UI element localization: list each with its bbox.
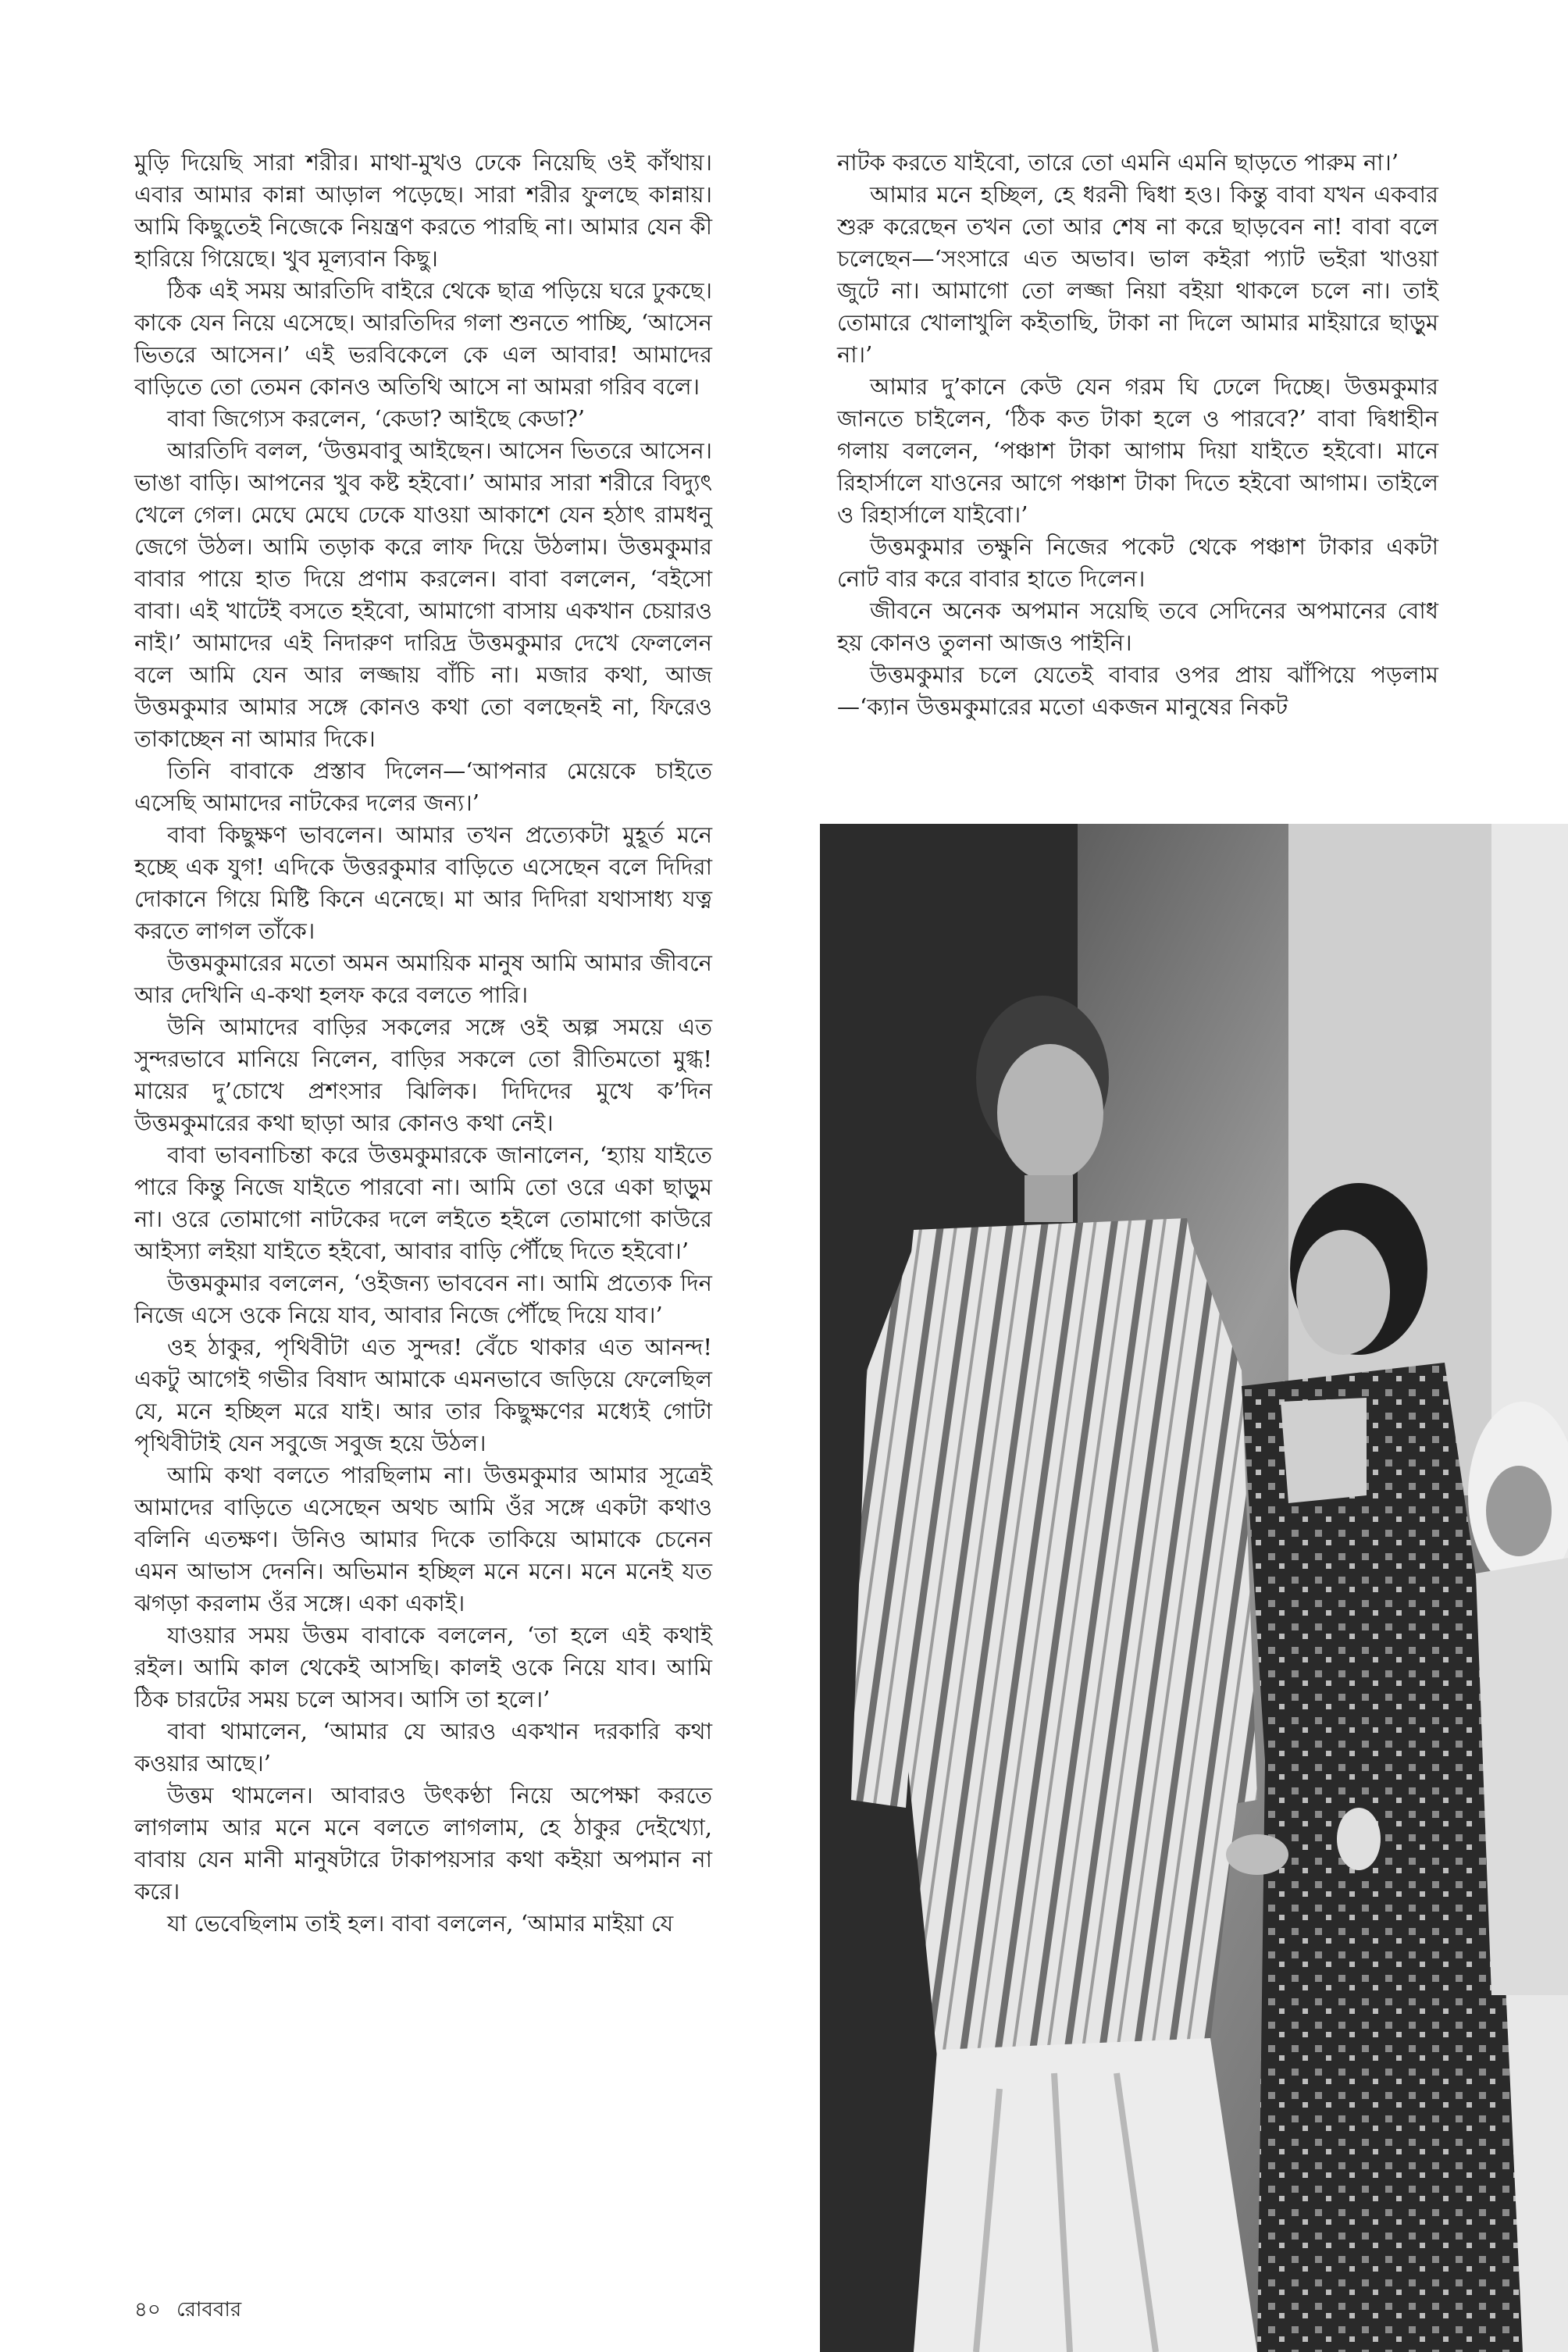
right-text-column: [837, 147, 1438, 723]
paragraph: আমার দু’কানে কেউ যেন গরম ঘি ঢেলে দিচ্ছে। উত্তমকুমার জানতে চাইলেন, ‘ঠিক কত টাকা হলে ও পারবে?’ বাবা দ্বিধাহীন গলায় বললেন, ‘পঞ্চাশ টাকা আগাম দিয়া যাইতে হইবো। মানে রিহার্সালে যাওনের আগে পঞ্চাশ টাকা দিতে হইবো আগাম। তাইলে ও রিহার্সালে যাইবো।’: [837, 373, 1438, 528]
man-neck: [1025, 1175, 1073, 1222]
man-dhoti: [914, 2038, 1257, 2352]
paragraph: উত্তমকুমার চলে যেতেই বাবার ওপর প্রায় ঝাঁপিয়ে পড়লাম—‘ক্যান উত্তমকুমারের মতো একজন মানুষের নিকট: [837, 661, 1438, 720]
left-text-column: [134, 147, 712, 1940]
elderly-woman-cloth: [1476, 1558, 1568, 1995]
paragraph: বাবা থামালেন, ‘আমার যে আরও একখান দরকারি কথা কওয়ার আছে।’: [134, 1718, 712, 1776]
photo-illustration: [820, 824, 1568, 2352]
film-still-photograph: [820, 824, 1568, 2352]
paragraph: মুড়ি দিয়েছি সারা শরীর। মাথা-মুখও ঢেকে নিয়েছি ওই কাঁথায়। এবার আমার কান্না আড়াল পড়েছে। সারা শরীর ফুলছে কান্নায়। আমি কিছুতেই নিজেকে নিয়ন্ত্রণ করতে পারছি না। আমার যেন কী হারিয়ে গিয়েছে। খুব মূল্যবান কিছু।: [134, 149, 712, 272]
paragraph: যাওয়ার সময় উত্তম বাবাকে বললেন, ‘তা হলে এই কথাই রইল। আমি কাল থেকেই আসছি। কালই ওকে নিয়ে যাব। আমি ঠিক চারটের সময় চলে আসব। আসি তা হলে।’: [134, 1622, 712, 1712]
paragraph: উত্তমকুমার তক্ষুনি নিজের পকেট থেকে পঞ্চাশ টাকার একটা নোট বার করে বাবার হাতে দিলেন।: [837, 533, 1438, 592]
woman-bangles: [1337, 1808, 1381, 1870]
paragraph: ওহ ঠাকুর, পৃথিবীটা এত সুন্দর! বেঁচে থাকার এত আনন্দ! একটু আগেই গভীর বিষাদ আমাকে এমনভাবে জড়িয়ে ফেলেছিল যে, মনে হচ্ছিল মরে যাই। আর তার কিছুক্ষণের মধ্যেই গোটা পৃথিবীটাই যেন সবুজে সবুজ হয়ে উঠল।: [134, 1334, 712, 1456]
woman-hand: [1226, 1834, 1288, 1875]
paragraph: আমার মনে হচ্ছিল, হে ধরনী দ্বিধা হও। কিন্তু বাবা যখন একবার শুরু করেছেন তখন তো আর শেষ না করে ছাড়বেন না! বাবা বলে চলেছেন—‘সংসারে এত অভাব। ভাল কইরা প্যাট ভইরা খাওয়া জুটে না। আমাগো তো লজ্জা নিয়া বইয়া থাকলে চলে না। তাই তোমারে খোলাখুলি কইতাছি, টাকা না দিলে আমার মাইয়ারে ছাড়ুম না।’: [837, 181, 1438, 368]
elderly-woman-face: [1486, 1466, 1552, 1556]
paragraph: ঠিক এই সময় আরতিদি বাইরে থেকে ছাত্র পড়িয়ে ঘরে ঢুকছে। কাকে যেন নিয়ে এসেছে। আরতিদির গলা শুনতে পাচ্ছি, ‘আসেন ভিতরে আসেন।’ এই ভরবিকেলে কে এল আবার! আমাদের বাড়িতে তো তেমন কোনও অতিথি আসে না আমরা গরিব বলে।: [134, 277, 712, 400]
paragraph: জীবনে অনেক অপমান সয়েছি তবে সেদিনের অপমানের বোধ হয় কোনও তুলনা আজও পাইনি।: [837, 597, 1438, 656]
man-face: [997, 1044, 1103, 1181]
paragraph: উত্তমকুমার বললেন, ‘ওইজন্য ভাববেন না। আমি প্রত্যেক দিন নিজে এসে ওকে নিয়ে যাব, আবার নিজে পৌঁছে দিয়ে যাব।’: [134, 1270, 712, 1328]
paragraph: উনি আমাদের বাড়ির সকলের সঙ্গে ওই অল্প সময়ে এত সুন্দরভাবে মানিয়ে নিলেন, বাড়ির সকলে তো রীতিমতো মুগ্ধ! মায়ের দু’চোখে প্রশংসার ঝিলিক। দিদিদের মুখে ক’দিন উত্তমকুমারের কথা ছাড়া আর কোনও কথা নেই।: [134, 1014, 712, 1136]
paragraph: বাবা জিগ্যেস করলেন, ‘কেডা? আইছে কেডা?’: [167, 405, 585, 432]
paragraph: নাটক করতে যাইবো, তারে তো এমনি এমনি ছাড়তে পারুম না।’: [837, 149, 1399, 176]
woman-face: [1296, 1230, 1390, 1355]
page-number: ৪০: [134, 2298, 161, 2322]
paragraph: আমি কথা বলতে পারছিলাম না। উত্তমকুমার আমার সূত্রেই আমাদের বাড়িতে এসেছেন অথচ আমি ওঁর সঙ্গে একটা কথাও বলিনি এতক্ষণ। উনিও আমার দিকে তাকিয়ে আমাকে চেনেন এমন আভাস দেননি। অভিমান হচ্ছিল মনে মনে। মনে মনেই যত ঝগড়া করলাম ওঁর সঙ্গে। একা একাই।: [134, 1462, 712, 1616]
paragraph: উত্তম থামলেন। আবারও উৎকণ্ঠা নিয়ে অপেক্ষা করতে লাগলাম আর মনে মনে বলতে লাগলাম, হে ঠাকুর দেইখ্যো, বাবায় যেন মানী মানুষটারে টাকাপয়সার কথা কইয়া অপমান না করে।: [134, 1782, 712, 1905]
magazine-name: রোববার: [176, 2298, 242, 2322]
woman-blouse: [1281, 1398, 1367, 1503]
paragraph: তিনি বাবাকে প্রস্তাব দিলেন—‘আপনার মেয়েকে চাইতে এসেছি আমাদের নাটকের দলের জন্য।’: [134, 757, 712, 816]
paragraph: যা ভেবেছিলাম তাই হল। বাবা বললেন, ‘আমার মাইয়া যে: [167, 1910, 674, 1937]
paragraph: বাবা ভাবনাচিন্তা করে উত্তমকুমারকে জানালেন, ‘হ্যায় যাইতে পারে কিন্তু নিজে যাইতে পারবো না। আমি তো ওরে একা ছাড়ুম না। ওরে তোমাগো নাটকের দলে লইতে হইলে তোমাগো কাউরে আইস্যা লইয়া যাইতে হইবো, আবার বাড়ি পৌঁছে দিতে হইবো।’: [134, 1142, 712, 1264]
paragraph: আরতিদি বলল, ‘উত্তমবাবু আইছেন। আসেন ভিতরে আসেন। ভাঙা বাড়ি। আপনের খুব কষ্ট হইবো।’ আমার সারা শরীরে বিদ্যুৎ খেলে গেল। মেঘে মেঘে ঢেকে যাওয়া আকাশে যেন হঠাৎ রামধনু জেগে উঠল। আমি তড়াক করে লাফ দিয়ে উঠলাম। উত্তমকুমার বাবার পায়ে হাত দিয়ে প্রণাম করলেন। বাবা বললেন, ‘বইসো বাবা। এই খাটেই বসতে হইবো, আমাগো বাসায় একখান চেয়ারও নাই।’ আমাদের এই নিদারুণ দারিদ্র উত্তমকুমার দেখে ফেললেন বলে আমি যেন আর লজ্জায় বাঁচি না। মজার কথা, আজ উত্তমকুমার আমার সঙ্গে কোনও কথা তো বলছেনই না, ফিরেও তাকাচ্ছেন না আমার দিকে।: [134, 437, 712, 752]
page-footer: [134, 2297, 241, 2322]
paragraph: বাবা কিছুক্ষণ ভাবলেন। আমার তখন প্রত্যেকটা মুহূর্ত মনে হচ্ছে এক যুগ! এদিকে উত্তরকুমার বাড়িতে এসেছেন বলে দিদিরা দোকানে গিয়ে মিষ্টি কিনে এনেছে। মা আর দিদিরা যথাসাধ্য যত্ন করতে লাগল তাঁকে।: [134, 821, 712, 944]
paragraph: উত্তমকুমারের মতো অমন অমায়িক মানুষ আমি আমার জীবনে আর দেখিনি এ-কথা হলফ করে বলতে পারি।: [134, 950, 712, 1008]
